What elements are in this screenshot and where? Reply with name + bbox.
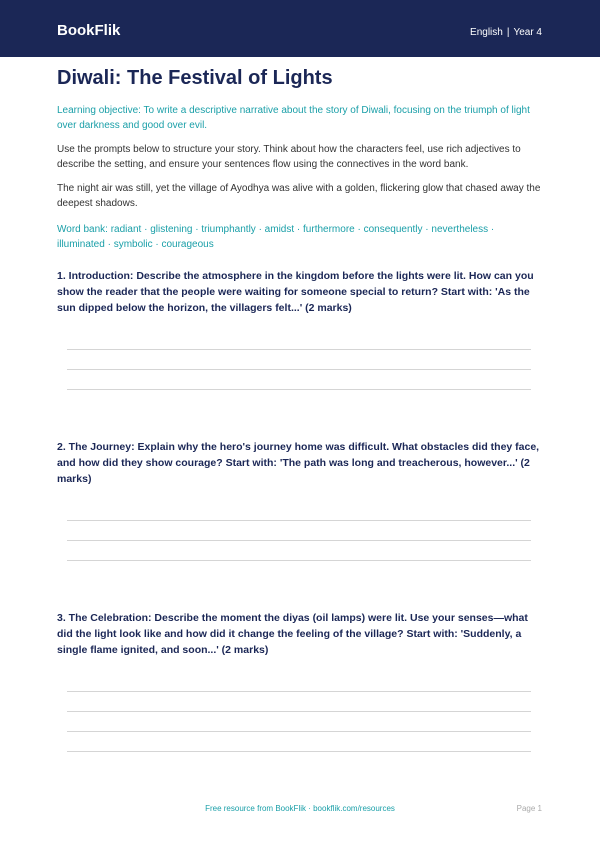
answer-line[interactable]	[67, 540, 531, 541]
answer-area-3[interactable]	[67, 658, 531, 771]
subject-year-label	[470, 25, 542, 41]
learning-objective: Learning objective: To write a descriptive narrative about the story of Diwali, focusing on the triumph of light over darkness and good over evil.	[57, 105, 530, 131]
answer-line[interactable]	[67, 691, 531, 692]
worksheet-content	[57, 63, 543, 771]
question-3: 3. The Celebration: Describe the moment the diyas (oil lamps) were lit. Use your senses—what did the light look like and how did it change the feeling of the village? Start with: 'Suddenly, a single flame ignited, and soon...' (2 marks)	[57, 612, 528, 656]
answer-line[interactable]	[67, 711, 531, 712]
question-1: 1. Introduction: Describe the atmosphere in the kingdom before the lights were lit. How can you show the reader that the people were waiting for someone special to return? Start with: 'As the sun dipped below the horizon, the villagers felt...' (2 marks)	[57, 270, 534, 314]
year-label: Year 4	[513, 27, 542, 38]
page-number: Page 1	[516, 804, 542, 813]
question-2: 2. The Journey: Explain why the hero's journey home was difficult. What obstacles did they face, and how did they show courage? Start with: 'The path was long and treacherous, however...' (2 marks)	[57, 441, 540, 485]
meta-separator: |	[506, 27, 510, 38]
answer-line[interactable]	[67, 389, 531, 390]
example-sentence: The night air was still, yet the village of Ayodhya was alive with a golden, flickering glow that chased away the deepest shadows.	[57, 183, 541, 209]
brand-logo[interactable]: BookFlik	[57, 22, 121, 39]
page-footer	[0, 803, 600, 817]
answer-line[interactable]	[67, 560, 531, 561]
answer-line[interactable]	[67, 731, 531, 732]
footer-resource-link[interactable]: Free resource from BookFlik · bookflik.com/resources	[205, 804, 395, 813]
instructions-text: Use the prompts below to structure your story. Think about how the characters feel, use rich adjectives to describe the setting, and ensure your sentences flow using the connectives in the word bank.	[57, 144, 521, 170]
page-header	[0, 0, 600, 57]
answer-line[interactable]	[67, 349, 531, 350]
answer-area-1[interactable]	[67, 316, 531, 439]
page-title: Diwali: The Festival of Lights	[57, 67, 333, 89]
word-bank: Word bank: radiant · glistening · triumphantly · amidst · furthermore · consequently · nevertheless · illuminated · symbolic · courageous	[57, 224, 495, 250]
answer-line[interactable]	[67, 369, 531, 370]
subject-label: English	[470, 27, 503, 38]
answer-line[interactable]	[67, 520, 531, 521]
answer-area-2[interactable]	[67, 487, 531, 610]
answer-line[interactable]	[67, 751, 531, 752]
